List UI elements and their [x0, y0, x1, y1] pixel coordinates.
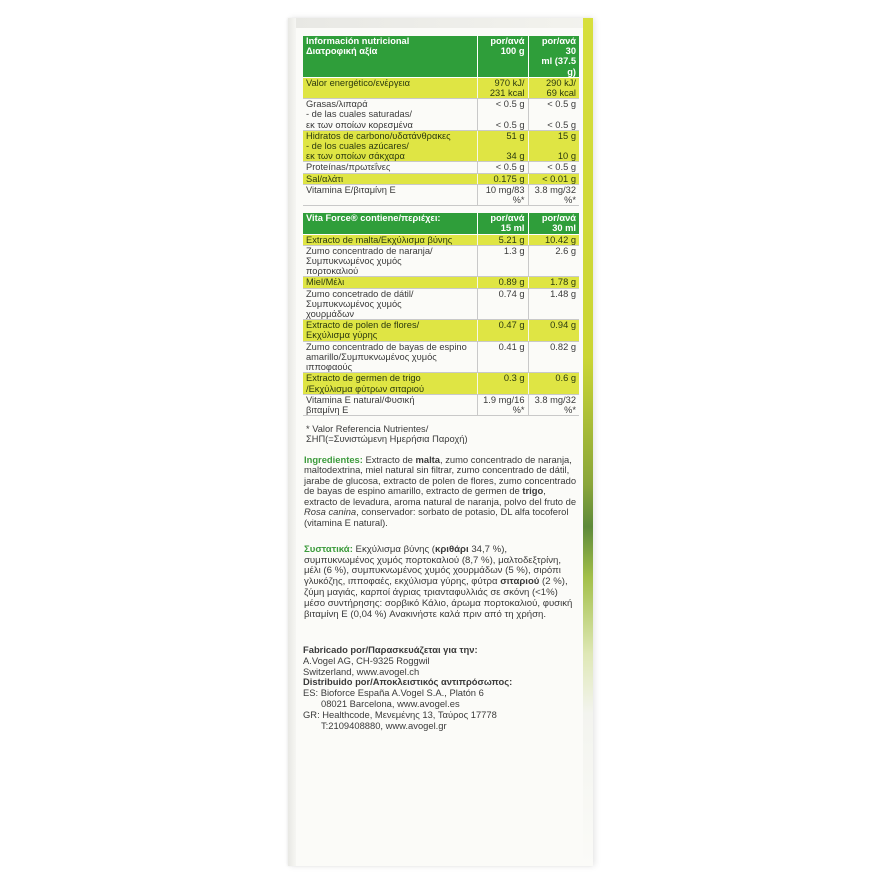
label-content [303, 36, 579, 731]
nutrition-row-label: Vitamina E/βιταμίνη E [303, 184, 477, 205]
nutrition-row-value-2: 3.8 mg/32 %* [528, 184, 579, 205]
vitaforce-row-label: Vitamina E natural/Φυσική βιταμίνη E [303, 394, 477, 415]
ingredients-greek [303, 545, 579, 621]
vitaforce-row-value-1: 0.89 g [477, 277, 528, 288]
vitaforce-header-label: Vita Force® contiene/περιέχει: [303, 213, 477, 234]
manufacturer-country: Switzerland, www.avogel.ch [303, 665, 420, 677]
vitaforce-row [303, 277, 579, 288]
nutrition-row-label: Proteínas/πρωτεΐνες [303, 162, 477, 173]
reference-footnote: * Valor Referencia Nutrientes/ ΣΗΠ(=Συνιστώμενη Ημερήσια Παροχή) [306, 424, 468, 445]
vitaforce-row-value-2: 2.6 g [528, 245, 579, 277]
vitaforce-row-value-1: 5.21 g [477, 234, 528, 245]
vitaforce-row-value-1: 1.9 mg/16 %* [477, 394, 528, 415]
nutrition-row [303, 184, 579, 205]
vitaforce-row-value-2: 0.6 g [528, 373, 579, 394]
nutrition-row-label: Sal/αλάτι [303, 173, 477, 184]
nutrition-table [303, 36, 579, 206]
vitaforce-row-label: Extracto de malta/Εκχύλισμα βύνης [303, 234, 477, 245]
vitaforce-row [303, 373, 579, 394]
vitaforce-row-label: Zumo concentrado de naranja/ Συμπυκνωμένος χυμός πορτοκαλιού [303, 245, 477, 277]
vitaforce-row-value-2: 0.82 g [528, 341, 579, 373]
distributor-es: ES: Bioforce España A.Vogel S.A., Platón 6 [303, 687, 484, 699]
nutrition-row-value-2: < 0.5 g < 0.5 g [528, 99, 579, 131]
nutrition-row-value-1: < 0.5 g [477, 162, 528, 173]
ingredients-es-allergen-trigo: trigo [522, 485, 544, 497]
nutrition-row-value-1: 970 kJ/ 231 kcal [477, 77, 528, 98]
nutrition-row [303, 173, 579, 184]
vitaforce-row-value-1: 0.47 g [477, 320, 528, 341]
distributor-gr: GR: Healthcode, Μενεμένης 13, Ταύρος 17778 [303, 708, 497, 720]
vitaforce-row-value-1: 0.74 g [477, 288, 528, 320]
vitaforce-row-value-2: 1.48 g [528, 288, 579, 320]
vitaforce-row-value-1: 0.3 g [477, 373, 528, 394]
vitaforce-row-label: Zumo concetrado de dátil/ Συμπυκνωμένος χυμός χουρμάδων [303, 288, 477, 320]
nutrition-row [303, 162, 579, 173]
nutrition-header-col1: por/ανά 100 g [477, 36, 528, 77]
distributor-gr-contact: T:2109408880, www.avogel.gr [321, 719, 447, 731]
vitaforce-header-col2: por/ανά 30 ml [528, 213, 579, 234]
ingredients-gr-text-2: 34,7 %), συμπυκνωμένος χυμός πορτοκαλιού (8,7 %), μαλτοδεξτρίνη, μέλι (6 %), συμπυκνωμένος χυμός χουρμάδων (5 %), σιρόπι γλυκόζης, ιπποφαές, εκχύλισμα γύρης, φύτρα [304, 543, 562, 588]
vitaforce-row-label: Extracto de germen de trigo /Εκχύλισμα φύτρων σιταριού [303, 373, 477, 394]
nutrition-row-label: Hidratos de carbono/υδατάνθρακες - de los cuales azúcares/ εκ των οποίων σάκχαρα [303, 130, 477, 162]
box-left-edge [288, 18, 296, 866]
vitaforce-row [303, 288, 579, 320]
manufactured-by-heading: Fabricado por/Παρασκευάζεται για την: [303, 644, 478, 656]
vitaforce-row-value-2: 10.42 g [528, 234, 579, 245]
vitaforce-row [303, 234, 579, 245]
ingredients-es-text-4: , conservador: sorbato de potasio, DL alfa tocoferol (vitamina E natural). [304, 506, 569, 529]
nutrition-table-header [303, 36, 579, 77]
nutrition-row-value-1: < 0.5 g < 0.5 g [477, 99, 528, 131]
vitaforce-row-value-2: 3.8 mg/32 %* [528, 394, 579, 415]
vitaforce-row-value-2: 0.94 g [528, 320, 579, 341]
ingredients-es-heading: Ingredientes: [304, 453, 363, 465]
ingredients-es-allergen-malta: malta [415, 453, 441, 465]
ingredients-gr-text-3: (2 %), ζύμη μαγιάς, καρποί άγριας τριανταφυλλιάς σε σκόνη (<1%) μέσο συντήρησης: σορβικό Κάλιο, άρωμα πορτοκαλιού, φυσική βιταμίνη E (0,04 %) Ανακινήστε καλά πριν από τη χρήση. [304, 576, 573, 621]
vitaforce-row-value-1: 0.41 g [477, 341, 528, 373]
manufacturer-block [303, 645, 579, 731]
vitaforce-header-col1: por/ανά 15 ml [477, 213, 528, 234]
nutrition-row [303, 99, 579, 131]
ingredients-es-text-1: Extracto de [362, 453, 416, 465]
distributed-by-heading: Distribuido por/Αποκλειστικός αντιπρόσωπος: [303, 676, 513, 688]
vitaforce-row-label: Miel/Μέλι [303, 277, 477, 288]
ingredients-es-text-3: , extracto de levadura, aroma natural de naranja, polvo del fruto de [304, 485, 577, 507]
ingredients-gr-heading: Συστατικά: [304, 543, 353, 555]
ingredients-es-text-2: , zumo concentrado de naranja, maltodextrina, miel natural sin filtrar, zumo concentrado de dátil, jarabe de glucosa, extracto de polen de flores, zumo concentrado de bayas de espino amarillo, extracto de germen de [304, 453, 577, 497]
distributor-es-city: 08021 Barcelona, www.avogel.es [321, 698, 460, 709]
nutrition-row-value-1: 10 mg/83 %* [477, 184, 528, 205]
nutrition-row-value-1: 0.175 g [477, 173, 528, 184]
nutrition-row [303, 77, 579, 98]
vitaforce-row-value-1: 1.3 g [477, 245, 528, 277]
nutrition-row-value-2: < 0.01 g [528, 173, 579, 184]
ingredients-gr-text-1: Εκχύλισμα βύνης ( [352, 543, 436, 555]
ingredients-es-rosa-canina: Rosa canina [304, 506, 357, 518]
nutrition-row [303, 130, 579, 162]
vitaforce-row [303, 320, 579, 341]
nutrition-header-col2: por/ανά 30 ml (37.5 g) [528, 36, 579, 77]
vitaforce-row-label: Zumo concentrado de bayas de espino amarillo/Συμπυκνωμένος χυμός ιπποφαούς [303, 341, 477, 373]
box-top-edge [288, 18, 593, 28]
box-side-panel-edge [583, 18, 593, 866]
vitaforce-row [303, 341, 579, 373]
vitaforce-row-value-2: 1.78 g [528, 277, 579, 288]
vitaforce-table-header [303, 213, 579, 234]
nutrition-row-value-1: 51 g 34 g [477, 130, 528, 162]
ingredients-gr-allergen-wheat: σιταριού [500, 576, 540, 588]
ingredients-spanish [303, 455, 579, 529]
nutrition-row-value-2: 290 kJ/ 69 kcal [528, 77, 579, 98]
nutrition-row-label: Valor energético/ενέργεια [303, 77, 477, 98]
nutrition-row-label: Grasas/λιπαρά - de las cuales saturadas/ εκ των οποίων κορεσμένα [303, 99, 477, 131]
nutrition-row-value-2: < 0.5 g [528, 162, 579, 173]
vitaforce-row-label: Extracto de polen de flores/ Εκχύλισμα γύρης [303, 320, 477, 341]
nutrition-row-value-2: 15 g 10 g [528, 130, 579, 162]
manufacturer-address: A.Vogel AG, CH-9325 Roggwil [303, 654, 430, 666]
nutrition-header-label: Información nutricional Διατροφική αξία [303, 36, 477, 77]
ingredients-gr-allergen-barley: κριθάρι [435, 543, 469, 555]
vitaforce-row [303, 394, 579, 415]
vitaforce-contents-table [303, 213, 579, 416]
vitaforce-row [303, 245, 579, 277]
